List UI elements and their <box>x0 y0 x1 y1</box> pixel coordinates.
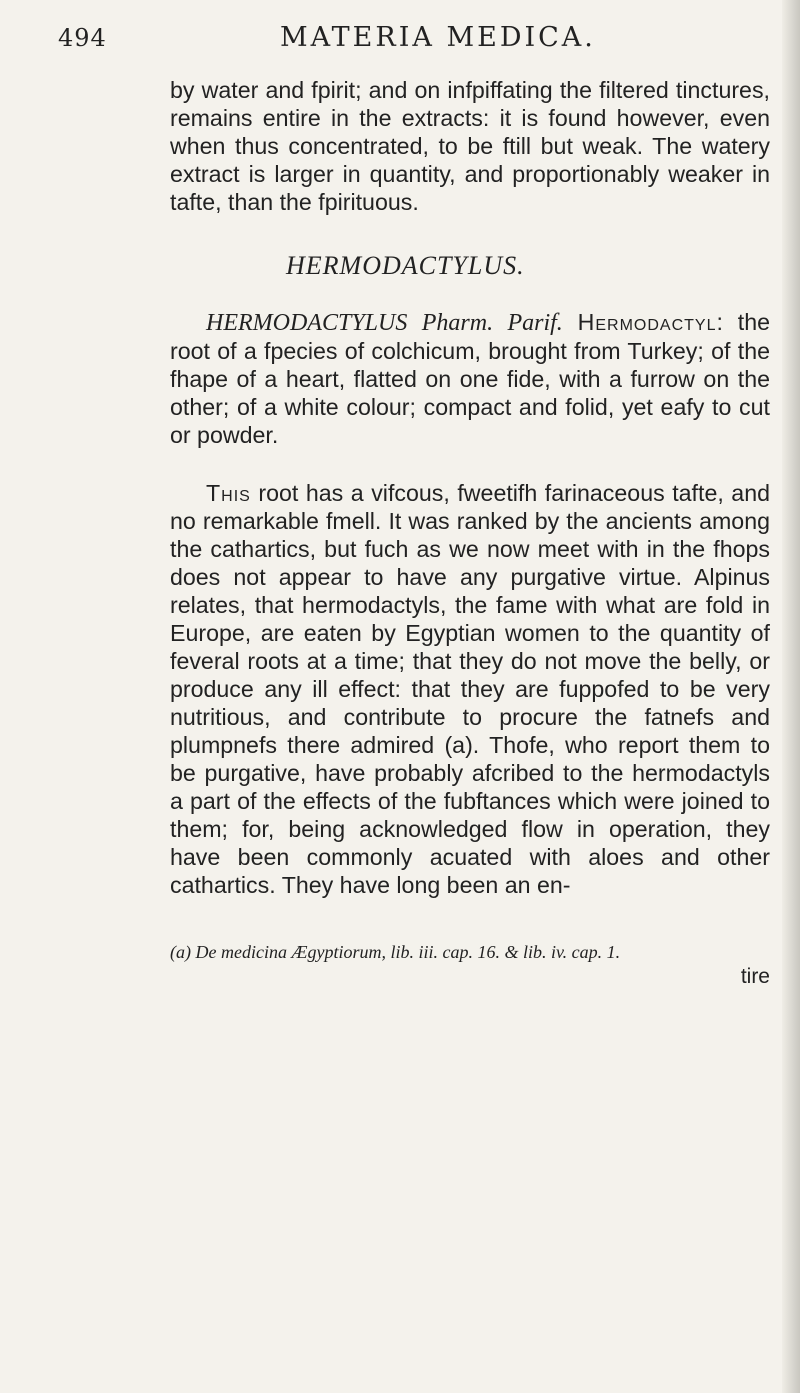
catchword: tire <box>740 965 770 988</box>
footnote: (a) De medicina Ægyptiorum, lib. iii. cap. 16. & lib. iv. cap. 1. <box>170 942 621 962</box>
section-heading: HERMODACTYLUS. <box>286 251 525 280</box>
entry-name: Hermodactyl <box>577 309 717 335</box>
page-body <box>170 76 770 991</box>
paragraph-entry <box>170 308 770 449</box>
paragraph-description-text: root has a vifcous, fweetifh farinaceous tafte, and no remarkable fmell. It was ranked by the ancients among the cathartics, but fuch as we now meet with in the fhops does not appear to have any purgative virtue. Alpinus relates, that hermodactyls, the fame with what are fold in Europe, are eaten by Egyptian women to the quantity of feveral roots at a time; that they do not move the belly, or produce any ill effect: that they are fuppofed to be very nutritious, and contribute to procure the fatnefs and plumpnefs there admired (a). Thofe, who report them to be purgative, have probably afcribed to the hermodactyls a part of the effects of the fubftances which were joined to them; for, being acknowledged flow in operation, they have been commonly acuated with aloes and other cathartics. They have long been an en- <box>170 480 770 898</box>
paragraph-lead-word: This <box>206 480 251 506</box>
running-head: MATERIA MEDICA. <box>280 22 596 53</box>
entry-text: : the root of a fpecies of colchicum, brought from Turkey; of the fhape of a heart, flatted on one fide, with a furrow on the other; of a white colour; compact and folid, yet eafy to cut or powder. <box>170 309 770 448</box>
entry-title: HERMODACTYLUS Pharm. Parif. <box>206 310 563 336</box>
page-header <box>58 22 748 62</box>
paragraph-description <box>170 479 770 899</box>
page-number: 494 <box>58 24 107 52</box>
paragraph-extracts: by water and fpirit; and on infpiffating the filtered tinctures, remains entire in the extracts: it is found however, even when thus concentrated, to be ftill but weak. The watery extract is larger in quantity, and proportionably weaker in tafte, than the fpirituous. <box>170 77 770 215</box>
page-edge-shadow <box>782 0 800 1393</box>
